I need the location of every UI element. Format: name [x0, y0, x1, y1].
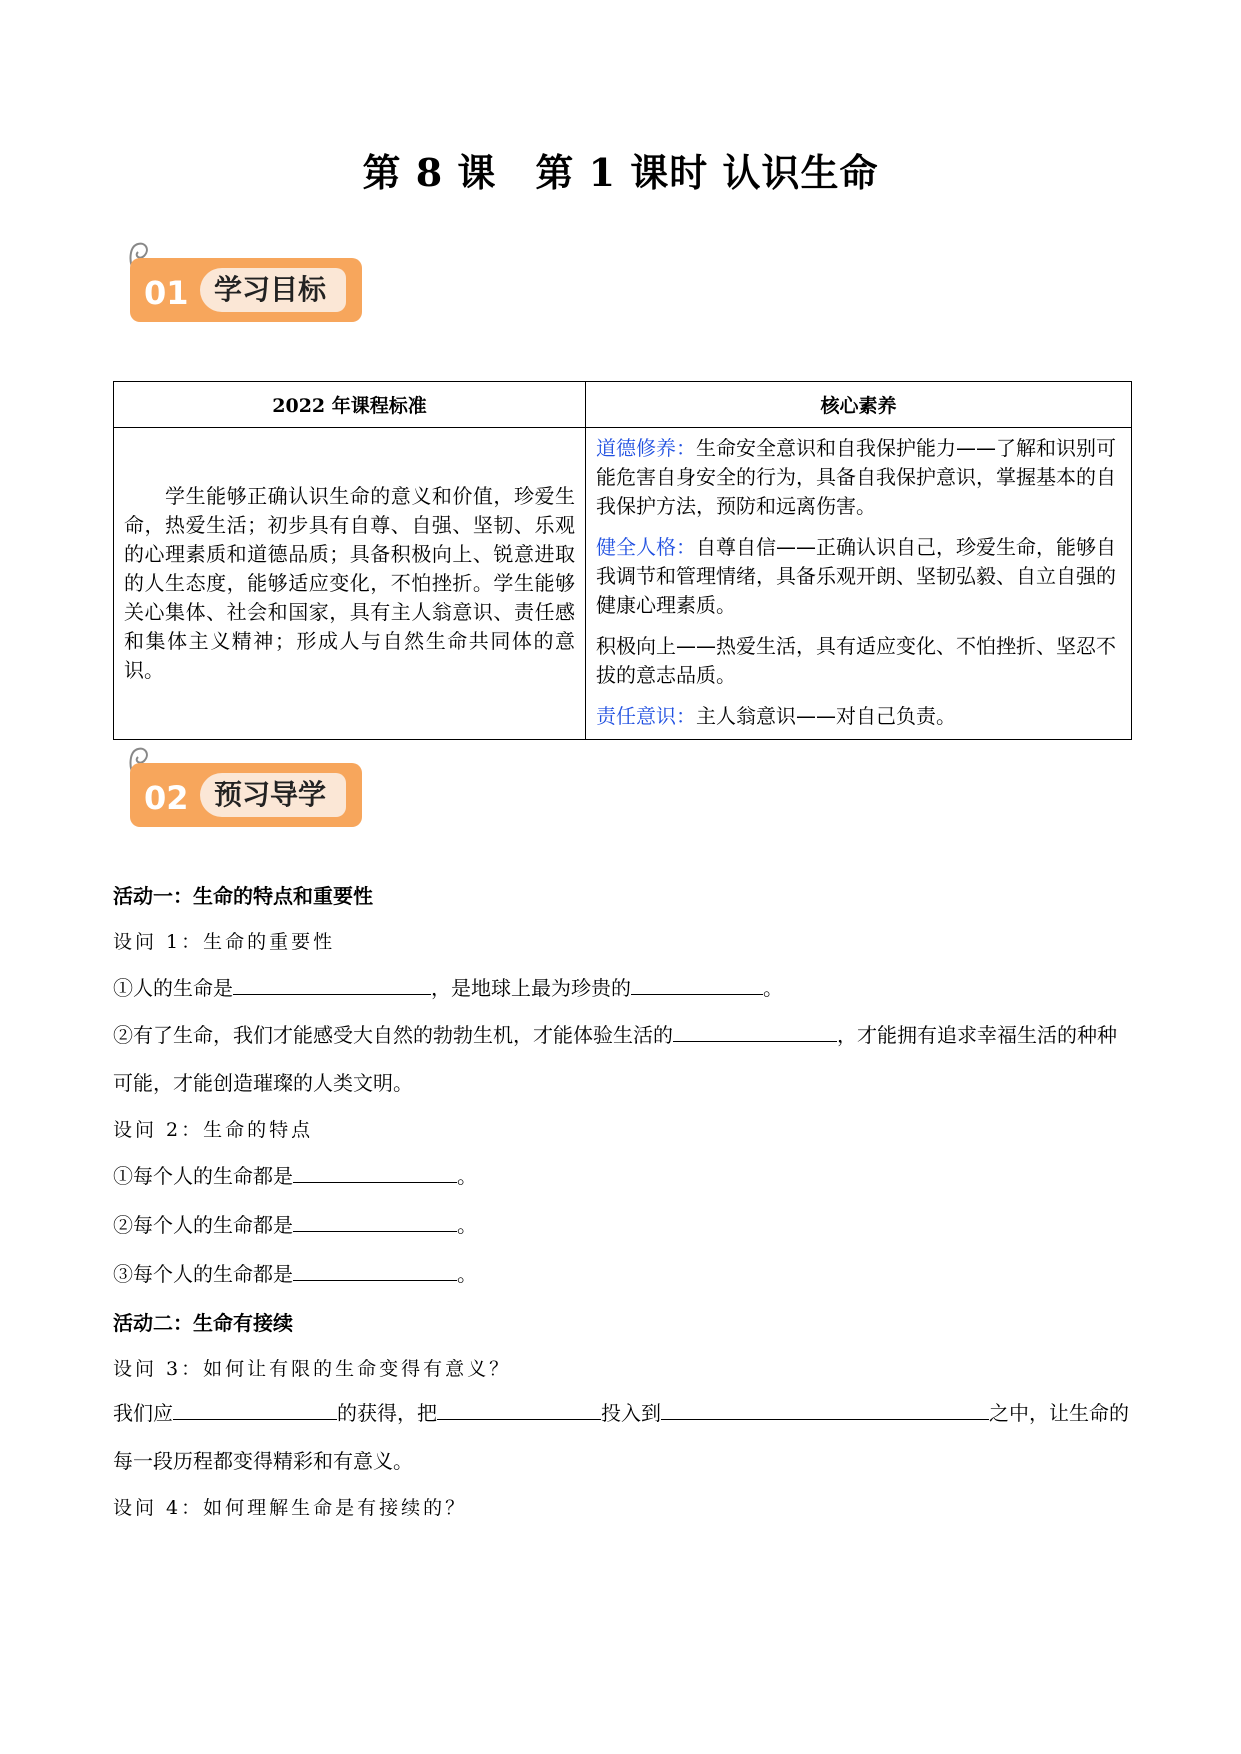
activity-heading: 活动二：生命有接续 [113, 1311, 293, 1335]
section-label: 学习目标 [200, 268, 346, 312]
core-literacy-cell [586, 428, 1132, 740]
literacy-text: 生命安全意识和自我保护能力——了解和识别可能危害自身安全的行为，具备自我保护意识，掌握基本的自我保护方法，预防和远离伤害。 [596, 436, 1116, 518]
section-label: 预习导学 [200, 773, 346, 817]
blank-field[interactable] [631, 974, 763, 995]
fill-line [113, 1209, 1133, 1238]
section-number: 01 [144, 274, 189, 312]
fill-text: 。 [457, 1164, 477, 1188]
question-title: 设问 4：如何理解生命是有接续的？ [113, 1497, 468, 1519]
fill-line [113, 1011, 1133, 1107]
fill-text: 。 [763, 976, 783, 1000]
blank-field[interactable] [661, 1399, 989, 1420]
fill-line [113, 1389, 1133, 1485]
fill-line [113, 1160, 1133, 1189]
literacy-text: 自尊自信——正确认识自己，珍爱生命，能够自我调节和管理情绪，具备乐观开朗、坚韧弘毅、自立自强的健康心理素质。 [596, 535, 1116, 617]
blank-field[interactable] [293, 1211, 457, 1232]
literacy-text: 主人翁意识——对自己负责。 [696, 704, 956, 728]
literacy-item [596, 702, 1121, 731]
page-title: 第 8 课 第 1 课时 认识生命 [362, 150, 879, 195]
section-badge-objectives [118, 240, 368, 324]
literacy-keyword: 健全人格： [596, 535, 696, 559]
blank-field[interactable] [233, 974, 431, 995]
blank-field[interactable] [437, 1399, 601, 1420]
blank-field[interactable] [173, 1399, 337, 1420]
question-title: 设问 2：生命的特点 [113, 1119, 314, 1141]
question-title: 设问 3：如何让有限的生命变得有意义？ [113, 1358, 512, 1380]
fill-text: 我们应 [113, 1401, 173, 1425]
section-number: 02 [144, 779, 189, 817]
table-header-standard: 2022 年课程标准 [114, 382, 586, 428]
literacy-text: 积极向上——热爱生活，具有适应变化、不怕挫折、坚忍不拔的意志品质。 [596, 634, 1116, 687]
fill-text: 。 [457, 1262, 477, 1286]
literacy-keyword: 责任意识： [596, 704, 696, 728]
fill-text: ②每个人的生命都是 [113, 1213, 293, 1237]
fill-text: ①每个人的生命都是 [113, 1164, 293, 1188]
fill-text: ，才能拥有追求幸福生活的种种可能，才能创造璀璨的人类文明。 [113, 1023, 1117, 1095]
question-title: 设问 1：生命的重要性 [113, 931, 336, 953]
preview-content [113, 880, 1133, 1538]
blank-field[interactable] [293, 1162, 457, 1183]
table-header-literacy: 核心素养 [586, 382, 1132, 428]
literacy-item [596, 434, 1121, 521]
section-badge-preview [118, 745, 368, 829]
literacy-item [596, 632, 1121, 690]
activity-heading: 活动一：生命的特点和重要性 [113, 884, 373, 908]
fill-line [113, 972, 1133, 1001]
fill-text: 的获得，把 [337, 1401, 437, 1425]
fill-text: 。 [457, 1213, 477, 1237]
curriculum-standard-text: 学生能够正确认识生命的意义和价值，珍爱生命，热爱生活；初步具有自尊、自强、坚韧、乐观的心理素质和道德品质；具备积极向上、锐意进取的人生态度，能够适应变化，不怕挫折。学生能够关心集体、社会和国家，具有主人翁意识、责任感和集体主义精神；形成人与自然生命共同体的意识。 [114, 428, 586, 740]
fill-text: ①人的生命是 [113, 976, 233, 1000]
fill-text: ③每个人的生命都是 [113, 1262, 293, 1286]
literacy-keyword: 道德修养： [596, 436, 696, 460]
fill-text: 投入到 [601, 1401, 661, 1425]
fill-text: ②有了生命，我们才能感受大自然的勃勃生机，才能体验生活的 [113, 1023, 673, 1047]
blank-field[interactable] [293, 1260, 457, 1281]
fill-text: ，是地球上最为珍贵的 [431, 976, 631, 1000]
blank-field[interactable] [673, 1021, 837, 1042]
fill-text: 之中，让生命的每一段历程都变得精彩和有意义。 [113, 1401, 1129, 1473]
standards-table [113, 381, 1132, 740]
literacy-item [596, 533, 1121, 620]
fill-line [113, 1258, 1133, 1287]
